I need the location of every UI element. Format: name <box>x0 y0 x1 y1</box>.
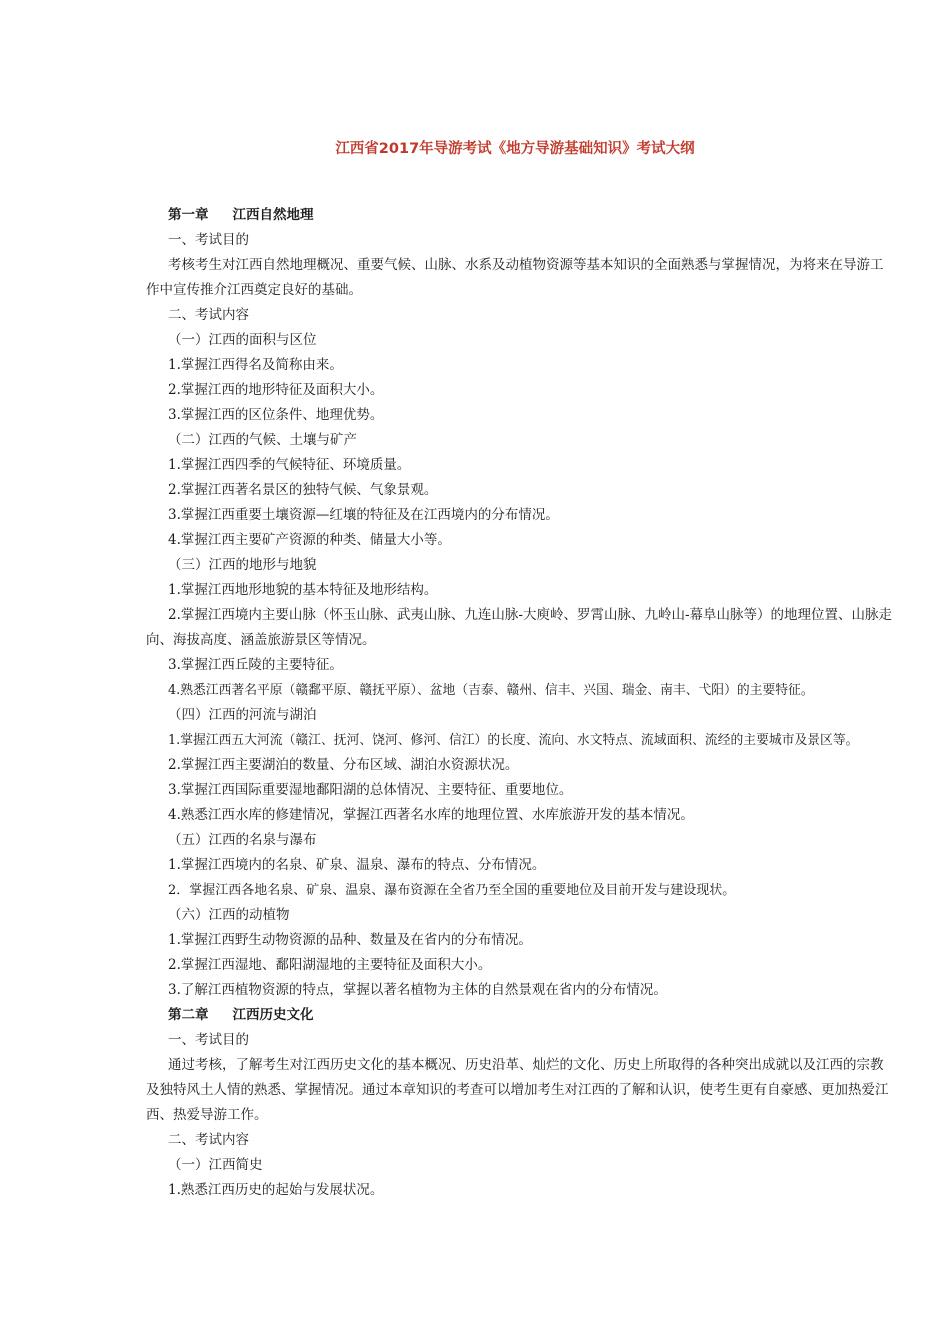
chapter-2-heading <box>146 1003 892 1028</box>
list-item: 2.掌握江西的地形特征及面积大小。 <box>168 382 384 398</box>
chapter-1-content-heading: 二、考试内容 <box>168 307 249 323</box>
list-item: 1.熟悉江西历史的起始与发展状况。 <box>168 1182 384 1198</box>
chapter-2-number: 第二章 <box>168 1007 209 1023</box>
document-title: 江西省2017年导游考试《地方导游基础知识》考试大纲 <box>335 141 695 157</box>
chapter-1-goal-heading: 一、考试目的 <box>168 232 249 248</box>
list-item: 1.掌握江西五大河流（赣江、抚河、饶河、修河、信江）的长度、流向、水文特点、流域面积、流经的主要城市及景区等。 <box>168 733 859 748</box>
list-item: 2.掌握江西著名景区的独特气候、气象景观。 <box>168 482 438 498</box>
chapter-2-content-heading: 二、考试内容 <box>168 1132 249 1148</box>
list-item: 3.掌握江西国际重要湿地鄱阳湖的总体情况、主要特征、重要地位。 <box>168 782 573 798</box>
chapter-1-name: 江西自然地理 <box>232 207 314 223</box>
list-item: 2.掌握江西境内主要山脉（怀玉山脉、武夷山脉、九连山脉-大庾岭、罗霄山脉、九岭山-幕阜山脉等）的地理位置、山脉走向、海拔高度、涵盖旅游景区等情况。 <box>146 607 893 648</box>
list-item: 2．掌握江西各地名泉、矿泉、温泉、瀑布资源在全省乃至全国的重要地位及目前开发与建设现状。 <box>168 883 736 898</box>
chapter-1-goal-text: 考核考生对江西自然地理概况、重要气候、山脉、水系及动植物资源等基本知识的全面熟悉与掌握情况，为将来在导游工作中宣传推介江西奠定良好的基础。 <box>146 257 884 298</box>
list-item: 2.掌握江西主要湖泊的数量、分布区域、湖泊水资源状况。 <box>168 757 519 773</box>
chapter-2-goal-text: 通过考核，了解考生对江西历史文化的基本概况、历史沿革、灿烂的文化、历史上所取得的各种突出成就以及江西的宗教及独特风土人情的熟悉、掌握情况。通过本章知识的考查可以增加考生对江西的了解和认识，使考生更有自豪感、更加热爱江西、热爱导游工作。 <box>146 1057 889 1123</box>
document-body <box>146 203 892 1203</box>
section-heading: （一）江西简史 <box>168 1157 263 1173</box>
list-item: 3.了解江西植物资源的特点，掌握以著名植物为主体的自然景观在省内的分布情况。 <box>168 982 667 998</box>
section-heading: （三）江西的地形与地貌 <box>168 557 317 573</box>
section-heading: （二）江西的气候、土壤与矿产 <box>168 432 357 448</box>
chapter-1-number: 第一章 <box>168 207 209 223</box>
list-item: 4.熟悉江西水库的修建情况，掌握江西著名水库的地理位置、水库旅游开发的基本情况。 <box>168 807 694 823</box>
list-item: 2.掌握江西湿地、鄱阳湖湿地的主要特征及面积大小。 <box>168 957 492 973</box>
list-item: 1.掌握江西野生动物资源的品种、数量及在省内的分布情况。 <box>168 932 532 948</box>
chapter-1-heading <box>146 203 892 228</box>
section-heading: （六）江西的动植物 <box>168 907 290 923</box>
chapter-2-name: 江西历史文化 <box>232 1007 314 1023</box>
section-heading: （一）江西的面积与区位 <box>168 332 317 348</box>
list-item: 3.掌握江西丘陵的主要特征。 <box>168 657 343 673</box>
list-item: 4.掌握江西主要矿产资源的种类、储量大小等。 <box>168 532 451 548</box>
list-item: 1.掌握江西地形地貌的基本特征及地形结构。 <box>168 582 438 598</box>
list-item: 1.掌握江西境内的名泉、矿泉、温泉、瀑布的特点、分布情况。 <box>168 857 546 873</box>
chapter-2-goal-heading: 一、考试目的 <box>168 1032 249 1048</box>
list-item: 1.掌握江西四季的气候特征、环境质量。 <box>168 457 411 473</box>
list-item: 4.熟悉江西著名平原（赣鄱平原、赣抚平原）、盆地（吉泰、赣州、信丰、兴国、瑞金、南丰、弋阳）的主要特征。 <box>168 683 814 698</box>
list-item: 1.掌握江西得名及简称由来。 <box>168 357 343 373</box>
list-item: 3.掌握江西重要土壤资源—红壤的特征及在江西境内的分布情况。 <box>168 507 559 523</box>
section-heading: （四）江西的河流与湖泊 <box>168 707 317 723</box>
list-item: 3.掌握江西的区位条件、地理优势。 <box>168 407 384 423</box>
section-heading: （五）江西的名泉与瀑布 <box>168 832 317 848</box>
